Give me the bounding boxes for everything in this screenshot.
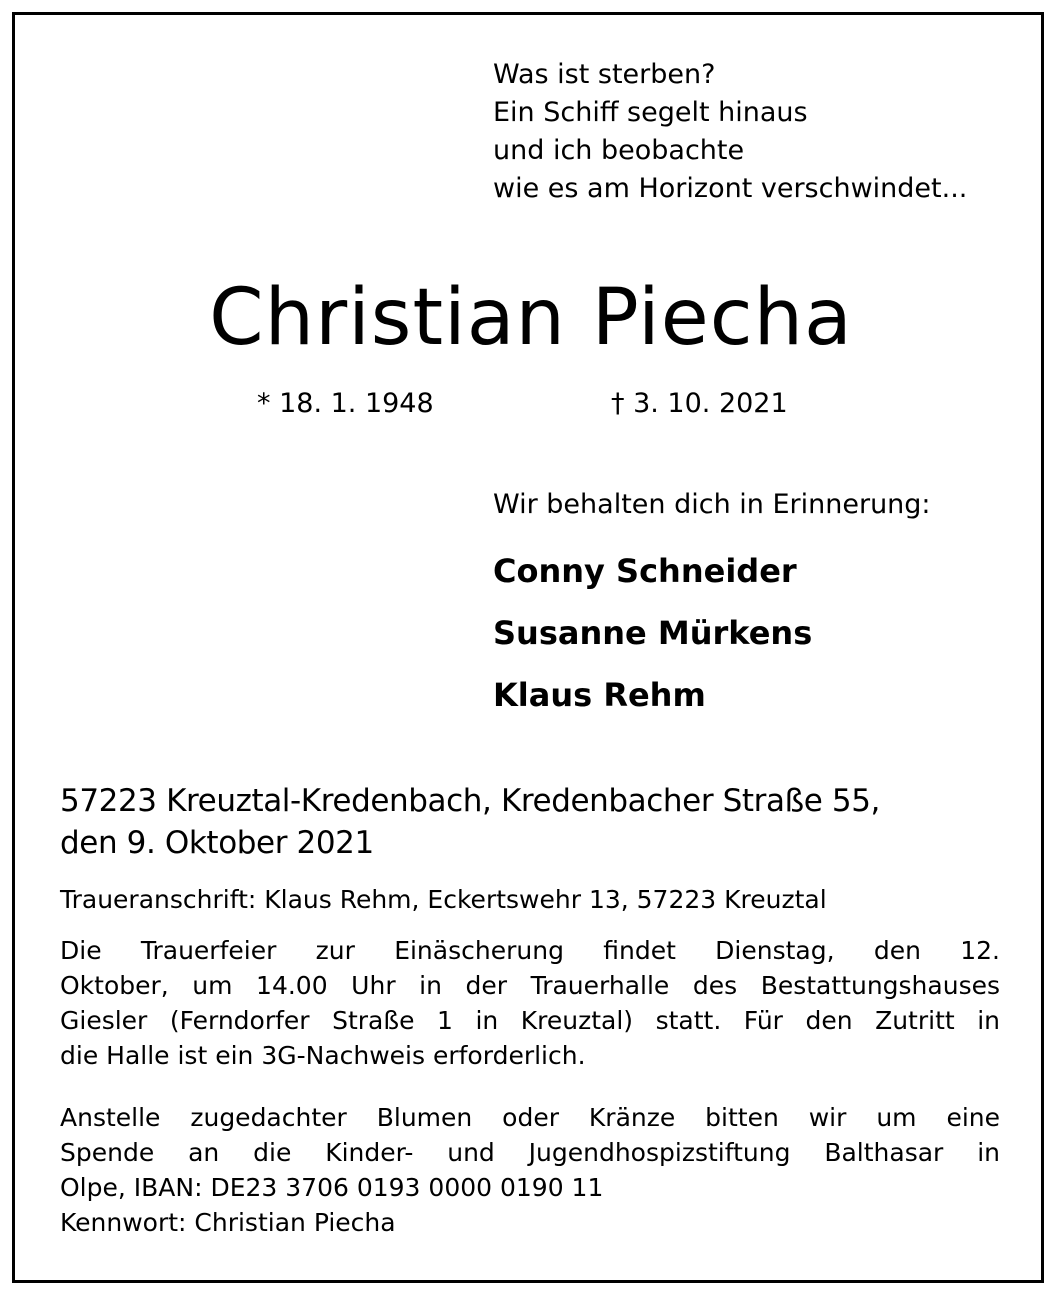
date-line: den 9. Oktober 2021 [60, 825, 374, 861]
mourners-list [493, 540, 812, 726]
donation-line: Spende an die Kinder- und Jugendhospizstiftung Balthasar in [60, 1138, 1000, 1167]
donation-text [60, 1100, 1000, 1240]
deceased-name: Christian Piecha [209, 273, 853, 363]
ceremony-line: die Halle ist ein 3G-Nachweis erforderlich. [60, 1041, 586, 1070]
mourner-name: Susanne Mürkens [493, 614, 813, 652]
death-date: † 3. 10. 2021 [611, 388, 788, 419]
mourner-name: Conny Schneider [493, 552, 797, 590]
poem [493, 56, 967, 208]
poem-line: wie es am Horizont verschwindet... [493, 173, 968, 204]
mourning-address: Traueranschrift: Klaus Rehm, Eckertswehr 13, 57223 Kreuztal [60, 885, 827, 914]
poem-line: Was ist sterben? [493, 59, 716, 90]
location-line: 57223 Kreuztal-Kredenbach, Kredenbacher Straße 55, [60, 783, 880, 819]
ceremony-line: Giesler (Ferndorfer Straße 1 in Kreuztal) statt. Für den Zutritt in [60, 1006, 1000, 1035]
ceremony-text [60, 933, 1000, 1073]
remembrance-intro: Wir behalten dich in Erinnerung: [493, 489, 931, 520]
location-date [60, 780, 880, 864]
donation-line: Olpe, IBAN: DE23 3706 0193 0000 0190 11 [60, 1173, 604, 1202]
ceremony-line: Oktober, um 14.00 Uhr in der Trauerhalle des Bestattungshauses [60, 971, 1000, 1000]
poem-line: Ein Schiff segelt hinaus [493, 97, 808, 128]
birth-date: * 18. 1. 1948 [257, 388, 434, 419]
donation-keyword: Kennwort: Christian Piecha [60, 1208, 396, 1237]
donation-line: Anstelle zugedachter Blumen oder Kränze bitten wir um eine [60, 1103, 1000, 1132]
ceremony-line: Die Trauerfeier zur Einäscherung findet Dienstag, den 12. [60, 936, 1000, 965]
poem-line: und ich beobachte [493, 135, 745, 166]
mourner-name: Klaus Rehm [493, 676, 706, 714]
